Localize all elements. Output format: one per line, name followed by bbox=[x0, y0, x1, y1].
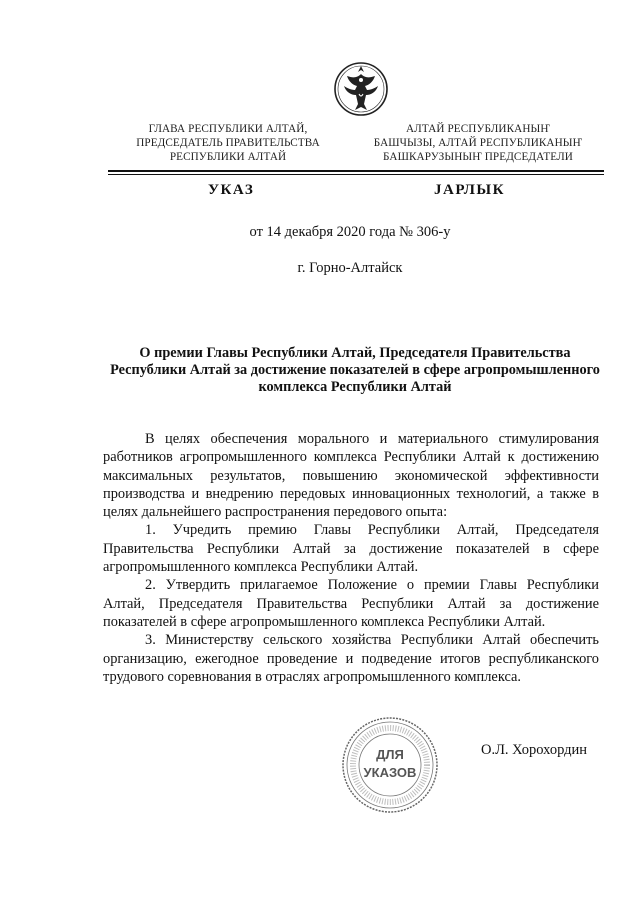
decree-city: г. Горно-Алтайск bbox=[297, 260, 403, 276]
decree-date-number: от 14 декабря 2020 года № 306-у bbox=[249, 224, 451, 240]
header-left-line-1: ГЛАВА РЕСПУБЛИКИ АЛТАЙ, bbox=[148, 123, 308, 135]
header-right-line-2: БАШЧЫЗЫ, АЛТАЙ РЕСПУБЛИКАНЫҤ bbox=[373, 137, 583, 149]
decree-word-altai: JАРЛЫК bbox=[434, 182, 506, 198]
stamp-text-line-1: ДЛЯ bbox=[376, 747, 404, 762]
header-divider-thin bbox=[108, 174, 604, 175]
decree-body bbox=[103, 430, 599, 686]
coat-of-arms-icon bbox=[333, 60, 389, 118]
header-right-line-3: БАШКАРУЗЫНЫҤ ПРЕДСЕДАТЕЛИ bbox=[383, 151, 573, 163]
clause-3: 3. Министерству сельского хозяйства Республики Алтай обеспечить организацию, ежегодное проведение и подведение итогов республиканского трудового соревнования в отраслях агропромышленного комплекса. bbox=[103, 632, 599, 685]
header-left-line-2: ПРЕДСЕДАТЕЛЬ ПРАВИТЕЛЬСТВА bbox=[136, 137, 320, 149]
header-right-line-1: АЛТАЙ РЕСПУБЛИКАНЫҤ bbox=[405, 123, 551, 135]
signatory-name: О.Л. Хорохордин bbox=[481, 742, 588, 758]
clause-2: 2. Утвердить прилагаемое Положение о премии Главы Республики Алтай, Председателя Правительства Республики Алтай за достижение показателей в сфере агропромышленного комплекса Республики Алтай. bbox=[103, 577, 599, 630]
decree-word-russian: УКАЗ bbox=[208, 182, 255, 198]
official-stamp bbox=[341, 716, 439, 814]
preamble-paragraph: В целях обеспечения морального и материального стимулирования работников агропромышленного комплекса Республики Алтай к достижению максимальных результатов, повышению экономической эффективности производства и внедрению передовых инновационных технологий, а также в целях дальнейшего распространения передового опыта: bbox=[103, 431, 599, 521]
decree-title: О премии Главы Республики Алтай, Председателя Правительства Республики Алтай за достижение показателей в сфере агропромышленного комплекса Республики Алтай bbox=[110, 345, 600, 395]
header-right-block bbox=[372, 122, 584, 164]
header-left-line-3: РЕСПУБЛИКИ АЛТАЙ bbox=[169, 151, 287, 163]
clause-1: 1. Учредить премию Главы Республики Алтай, Председателя Правительства Республики Алтай за достижение показателей в сфере агропромышленного комплекса Республики Алтай. bbox=[103, 522, 599, 576]
header-divider-thick bbox=[108, 170, 604, 172]
stamp-text-line-2: УКАЗОВ bbox=[363, 765, 417, 780]
header-left-block bbox=[128, 122, 328, 164]
